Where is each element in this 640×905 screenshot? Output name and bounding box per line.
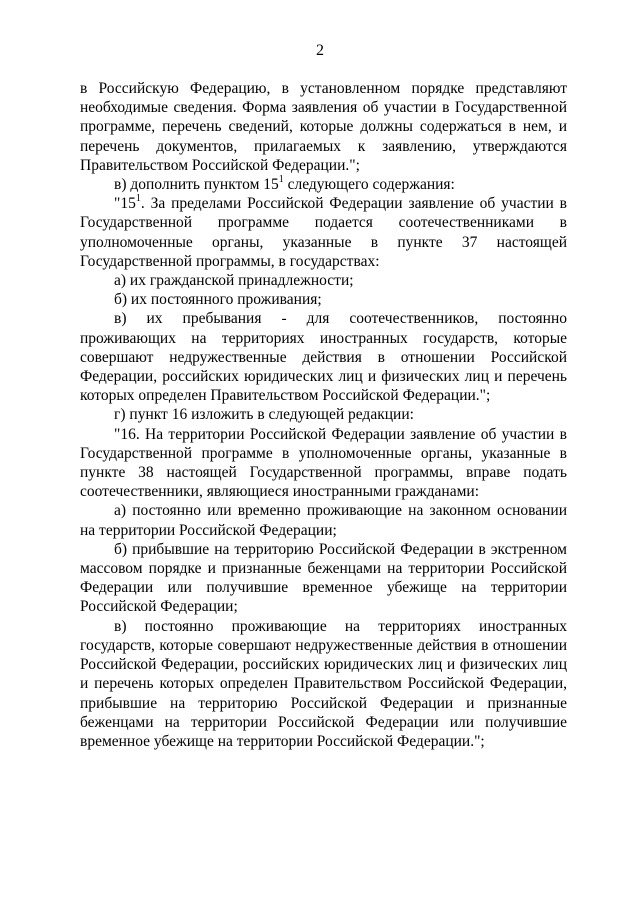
paragraph-text: а) их гражданской принадлежности;: [114, 272, 354, 290]
paragraph-2: [80, 175, 567, 194]
paragraph-text: "15: [114, 195, 136, 213]
paragraph-text: б) прибывшие на территорию Российской Федерации в экстренном массовом порядке и признанные беженцами на территории Российской Федерации или получившие временное убежище на территории Российской Федерации;: [80, 540, 567, 616]
paragraph-text: б) их постоянного проживания;: [114, 291, 322, 309]
paragraph-7: [80, 405, 567, 424]
paragraph-text: в) дополнить пунктом 15: [114, 176, 279, 194]
document-body: [80, 79, 567, 751]
paragraph-11: [80, 617, 567, 751]
paragraph-tail: . За пределами Российской Федерации заявление об участии в Государственной программе подается соотечественниками в уполномоченные органы, указанные в пункте 37 настоящей Государственной программы, в государствах:: [80, 195, 567, 270]
paragraph-text: в) их пребывания - для соотечественников, постоянно проживающих на территориях иностранных государств, которые совершают недружественные действия в отношении Российской Федерации, российских юридических лиц и физических лиц и перечень которых определен Правительством Российской Федерации.";: [80, 310, 567, 405]
superscript: 1: [278, 173, 284, 185]
superscript: 1: [135, 193, 141, 205]
page-number: 2: [316, 42, 324, 59]
paragraph-3: [80, 194, 567, 271]
paragraph-8: [80, 425, 567, 502]
paragraph-text: "16. На территории Российской Федерации заявление об участии в Государственной программе в уполномоченные органы, указанные в пункте 38 настоящей Государственной программы, вправе подать соотечественники, являющиеся иностранными гражданами:: [80, 425, 567, 501]
paragraph-tail: следующего содержания:: [283, 176, 455, 194]
paragraph-text: г) пункт 16 изложить в следующей редакции:: [114, 406, 414, 424]
paragraph-6: [80, 309, 567, 405]
paragraph-5: [80, 290, 567, 309]
paragraph-10: [80, 540, 567, 617]
paragraph-1: [80, 79, 567, 175]
paragraph-text: а) постоянно или временно проживающие на законном основании на территории Российской Федерации;: [80, 502, 567, 539]
paragraph-text: в) постоянно проживающие на территориях иностранных государств, которые совершают недружественные действия в отношении Российской Федерации, российских юридических лиц и физических лиц и перечень которых определен Правительством Российской Федерации, прибывшие на территорию Российской Федерации и признанные беженцами на территории Российской Федерации или получившие временное убежище на территории Российской Федерации.";: [80, 617, 567, 750]
paragraph-text: в Российскую Федерацию, в установленном порядке представляют необходимые сведения. Форма заявления об участии в Государственной программе, перечень сведений, которые должны содержаться в нем, и перечень документов, прилагаемых к заявлению, утверждаются Правительством Российской Федерации.";: [80, 80, 567, 174]
paragraph-9: [80, 501, 567, 539]
paragraph-4: [80, 271, 567, 290]
